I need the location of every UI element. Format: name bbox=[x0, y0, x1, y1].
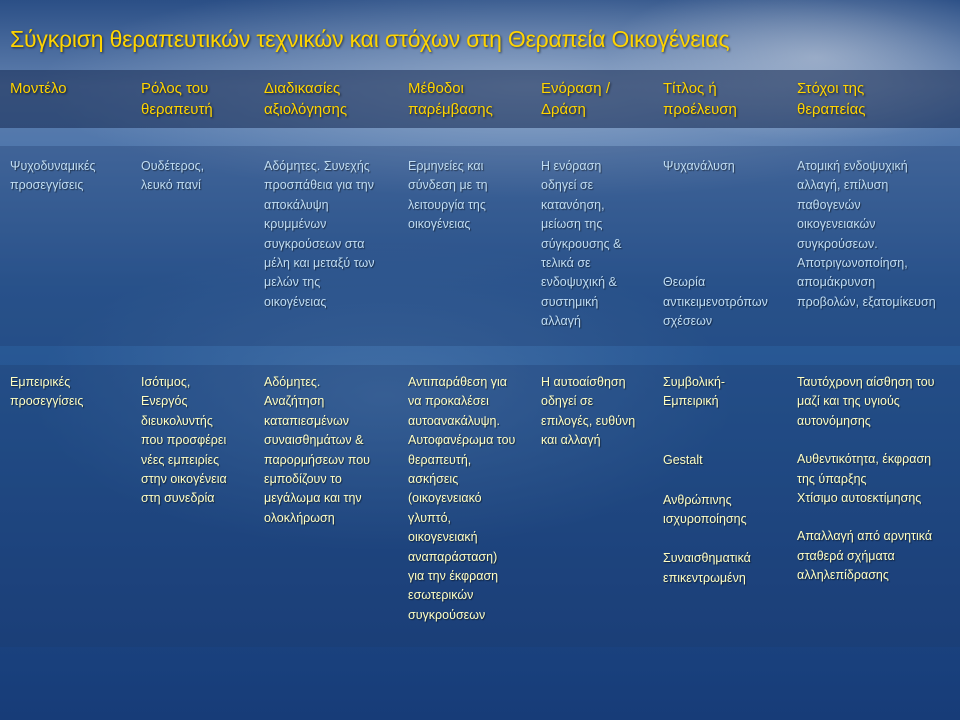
row2-insight-line: Η αυτοαίσθηση bbox=[541, 375, 626, 389]
row2-intervention-self-disclosure-line: συγκρούσεων bbox=[408, 607, 486, 622]
row1-goals-line: προβολών, εξατομίκευση bbox=[797, 294, 936, 309]
row1-origin-object-relations-line: σχέσεων bbox=[663, 314, 713, 329]
row2-goals-release-line: Απαλλαγή από αρνητικά bbox=[797, 529, 933, 544]
row1-assessment-line: μελών της bbox=[264, 275, 321, 290]
header-title-origin-line: Τίτλος ή bbox=[663, 80, 717, 97]
row2-insight-line: επιλογές, ευθύνη bbox=[541, 413, 636, 428]
header-intervention-line: παρέμβασης bbox=[408, 101, 493, 118]
header-title-origin bbox=[663, 78, 795, 120]
row1-assessment-line: μέλη και μεταξύ των bbox=[264, 256, 375, 271]
row1-role-line: Ουδέτερος, bbox=[141, 159, 205, 173]
row2-goals-togetherness-line: Ταυτόχρονη αίσθηση του bbox=[797, 375, 935, 389]
row2-intervention-self-disclosure-line: Αυτοφανέρωμα του bbox=[408, 433, 516, 448]
row2-goals-authenticity-line: Αυθεντικότητα, έκφραση bbox=[797, 452, 932, 467]
row2-origin-symbolic-line: Συμβολική- bbox=[663, 375, 726, 389]
row2-goals-togetherness-line: μαζί και της υγιούς bbox=[797, 394, 900, 409]
row2-insight-line: οδηγεί σε bbox=[541, 394, 594, 409]
header-title-origin-line: προέλευση bbox=[663, 101, 737, 118]
row1-insight-line: κατανόηση, bbox=[541, 197, 605, 212]
row2-intervention-self-disclosure-line: αναπαράσταση) bbox=[408, 549, 498, 564]
row1-insight-line: αλλαγή bbox=[541, 314, 581, 329]
header-assessment-line: αξιολόγησης bbox=[264, 101, 348, 118]
header-insight-action-line: Ενόραση / bbox=[541, 80, 610, 97]
row1-insight-line: Η ενόραση bbox=[541, 159, 602, 173]
row2-role-line: Ισότιμος, bbox=[141, 375, 191, 389]
row2-intervention-confrontation-line: να προκαλέσει bbox=[408, 394, 489, 409]
row2-intervention-self-disclosure-line: εσωτερικών bbox=[408, 588, 474, 603]
row2-model-line: Εμπειρικές bbox=[10, 375, 71, 389]
spacer bbox=[663, 235, 795, 254]
row2-origin-human-validation-line: Ανθρώπινης bbox=[663, 492, 732, 507]
spacer bbox=[663, 215, 795, 234]
row1-model-line: προσεγγίσεις bbox=[10, 178, 84, 193]
row1-insight-line: σύγκρουσης & bbox=[541, 236, 622, 251]
row1-assessment-line: κρυμμένων bbox=[264, 217, 327, 232]
header-goals bbox=[797, 78, 957, 120]
row2-goals-authenticity-line: της ύπαρξης bbox=[797, 471, 867, 486]
row1-assessment bbox=[264, 157, 404, 312]
spacer bbox=[663, 176, 795, 195]
row2-assessment-line: Αδόμητες. bbox=[264, 375, 321, 389]
row1-role-line: λευκό πανί bbox=[141, 178, 201, 193]
spacer bbox=[663, 412, 795, 431]
row1-assessment-line: οικογένειας bbox=[264, 294, 327, 309]
slide-title: Σύγκριση θεραπευτικών τεχνικών και στόχων στη Θεραπεία Οικογένειας bbox=[10, 26, 730, 52]
row2-assessment-line: μεγάλωμα και την bbox=[264, 491, 362, 506]
row2-origin-gestalt: Gestalt bbox=[663, 453, 703, 468]
header-therapist-role-line: θεραπευτή bbox=[141, 101, 213, 118]
row1-goals-line: παθογενών bbox=[797, 197, 861, 212]
row2-origin-emotion-focused-line: Συναισθηματικά bbox=[663, 551, 751, 566]
row2-role-line: διευκολυντής bbox=[141, 413, 213, 428]
row2-role-line: Ενεργός bbox=[141, 394, 188, 409]
row2-intervention-self-disclosure-line: για την έκφραση bbox=[408, 569, 499, 584]
row1-intervention bbox=[408, 157, 546, 235]
row1-goals-line: αλλαγή, επίλυση bbox=[797, 178, 889, 193]
row2-origin bbox=[663, 373, 795, 588]
row2-intervention-confrontation-line: Αντιπαράθεση για bbox=[408, 375, 508, 389]
row2-intervention-confrontation-line: αυτοανακάλυψη. bbox=[408, 413, 500, 428]
row1-insight-line: μείωση της bbox=[541, 217, 603, 232]
row2-model-line: προσεγγίσεις bbox=[10, 394, 84, 409]
row2-goals-release-line: σταθερά σχήματα bbox=[797, 548, 895, 563]
row1-origin-psychoanalysis: Ψυχανάλυση bbox=[663, 159, 735, 173]
row1-intervention-line: Ερμηνείες και bbox=[408, 159, 484, 173]
row2-intervention-self-disclosure-line: γλυπτό, bbox=[408, 510, 452, 525]
header-insight-action-line: Δράση bbox=[541, 101, 586, 118]
row2-origin-symbolic-line: Εμπειρική bbox=[663, 394, 719, 409]
header-goals-line: Στόχοι της bbox=[797, 80, 865, 97]
row1-assessment-line: αποκάλυψη bbox=[264, 197, 329, 212]
row2-model bbox=[10, 373, 128, 412]
header-assessment-line: Διαδικασίες bbox=[264, 80, 341, 97]
row2-goals-release-line: αλληλεπίδρασης bbox=[797, 568, 889, 583]
row2-insight-line: και αλλαγή bbox=[541, 433, 601, 448]
row2-assessment-line: παρορμήσεων που bbox=[264, 452, 371, 467]
row2-assessment-line: καταπιεσμένων bbox=[264, 413, 350, 428]
row1-goals-line: οικογενειακών bbox=[797, 217, 876, 232]
row2-origin-human-validation-line: ισχυροποίησης bbox=[663, 512, 747, 527]
row2-intervention-self-disclosure-line: ασκήσεις bbox=[408, 472, 459, 487]
row1-assessment-line: προσπάθεια για την bbox=[264, 178, 374, 193]
row1-origin-object-relations-line: αντικειμενοτρόπων bbox=[663, 294, 768, 309]
row1-insight-line: ενδοψυχική & bbox=[541, 275, 617, 290]
header-assessment bbox=[264, 78, 404, 120]
row2-role-line: νέες εμπειρίες bbox=[141, 452, 220, 467]
row2-assessment-line: Αναζήτηση bbox=[264, 394, 325, 409]
spacer bbox=[663, 196, 795, 215]
row1-goals-line: Αποτριγωνοποίηση, bbox=[797, 256, 908, 271]
row1-role bbox=[141, 157, 249, 196]
row2-role-line: που προσφέρει bbox=[141, 433, 227, 448]
row2-intervention-self-disclosure-line: οικογενειακή bbox=[408, 530, 478, 545]
row2-assessment-line: εμποδίζουν το bbox=[264, 472, 342, 487]
header-model bbox=[10, 78, 128, 99]
row1-origin bbox=[663, 157, 795, 332]
row2-intervention-self-disclosure-line: θεραπευτή, bbox=[408, 452, 472, 467]
header-intervention-line: Μέθοδοι bbox=[408, 80, 464, 97]
header-goals-line: θεραπείας bbox=[797, 101, 866, 118]
row2-role-line: στη συνεδρία bbox=[141, 491, 215, 506]
header-insight-action bbox=[541, 78, 659, 120]
row1-model-line: Ψυχοδυναμικές bbox=[10, 159, 96, 173]
row1-origin-object-relations-line: Θεωρία bbox=[663, 275, 706, 290]
header-therapist-role-line: Ρόλος του bbox=[141, 80, 209, 97]
row2-goals bbox=[797, 373, 957, 586]
row1-goals-line: συγκρούσεων. bbox=[797, 236, 878, 251]
row1-assessment-line: Αδόμητες. Συνεχής bbox=[264, 159, 370, 173]
row2-goals-togetherness-line: αυτονόμησης bbox=[797, 413, 871, 428]
row2-intervention-self-disclosure-line: (οικογενειακό bbox=[408, 491, 482, 506]
spacer bbox=[663, 254, 795, 273]
row1-goals bbox=[797, 157, 957, 312]
header-intervention bbox=[408, 78, 546, 120]
row1-intervention-line: οικογένειας bbox=[408, 217, 471, 232]
row1-insight-line: οδηγεί σε bbox=[541, 178, 594, 193]
row2-role bbox=[141, 373, 249, 509]
row1-insight bbox=[541, 157, 659, 332]
row1-assessment-line: συγκρούσεων στα bbox=[264, 236, 365, 251]
row2-assessment-line: ολοκλήρωση bbox=[264, 510, 335, 525]
row2-insight bbox=[541, 373, 659, 451]
row1-insight-line: τελικά σε bbox=[541, 256, 591, 271]
header-therapist-role bbox=[141, 78, 249, 120]
row1-intervention-line: λειτουργία της bbox=[408, 197, 486, 212]
row1-insight-line: συστημική bbox=[541, 294, 599, 309]
row2-role-line: στην οικογένεια bbox=[141, 472, 227, 487]
row2-intervention bbox=[408, 373, 546, 625]
row1-goals-line: απομάκρυνση bbox=[797, 275, 876, 290]
header-model-line: Μοντέλο bbox=[10, 80, 67, 97]
row2-assessment bbox=[264, 373, 404, 528]
row2-origin-emotion-focused-line: επικεντρωμένη bbox=[663, 570, 746, 585]
row2-assessment-line: συναισθημάτων & bbox=[264, 433, 364, 448]
row1-goals-line: Ατομική ενδοψυχική bbox=[797, 159, 908, 173]
row2-goals-self-esteem: Χτίσιμο αυτοεκτίμησης bbox=[797, 491, 922, 506]
row1-intervention-line: σύνδεση με τη bbox=[408, 178, 488, 193]
row1-model bbox=[10, 157, 128, 196]
